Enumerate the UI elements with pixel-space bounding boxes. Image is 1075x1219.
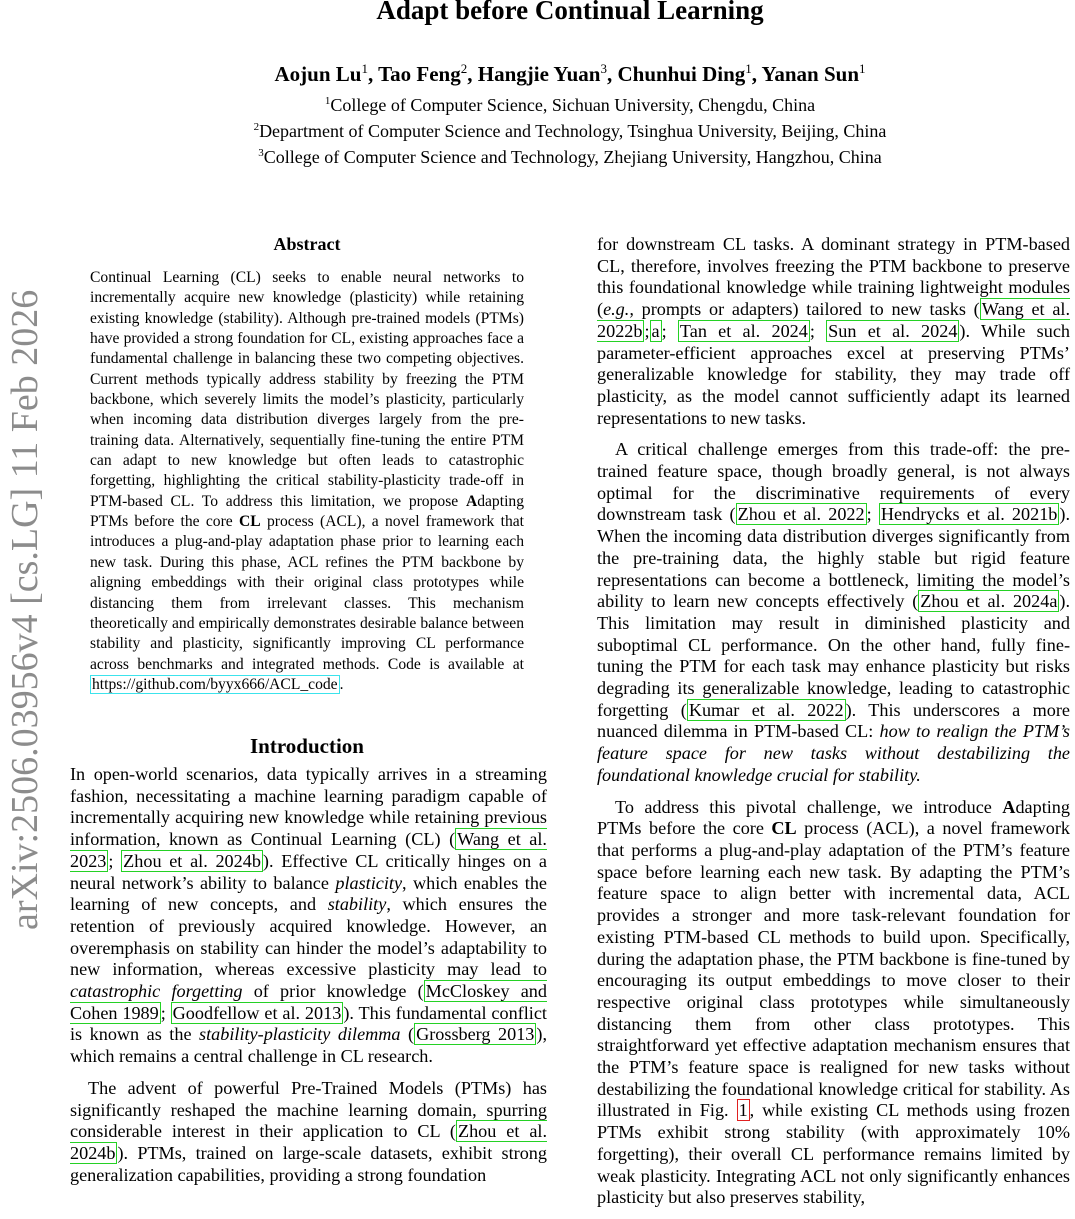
citation-link[interactable]: a xyxy=(651,320,660,341)
author xyxy=(274,62,378,86)
author-affiliation-mark: 1 xyxy=(859,61,866,76)
figure-reference-link[interactable]: 1 xyxy=(738,1100,748,1121)
author xyxy=(762,62,866,86)
citation-separator: ; xyxy=(644,320,650,341)
author-list xyxy=(0,55,1075,88)
right-column xyxy=(597,234,1070,1219)
author-affiliation-mark: 1 xyxy=(745,61,752,76)
intro-paragraph-1 xyxy=(70,764,547,1068)
paragraph-text: prompts or adapters) tailored to new tasks ( xyxy=(633,299,980,320)
paragraph-text: A critical challenge emerges from this trade-off: the pre-trained feature space, though broadly general, is not always optimal for the discriminative requirements of every downstream task ( xyxy=(597,439,1070,525)
author-affiliation-mark: 3 xyxy=(600,61,607,76)
author xyxy=(478,62,618,86)
emphasis-text: catastrophic forgetting xyxy=(70,981,243,1002)
author-name: Chunhui Ding xyxy=(617,62,746,86)
intro-paragraph-4 xyxy=(597,797,1070,1209)
citation-link[interactable]: Wang et al. 2023 xyxy=(70,829,547,871)
affiliation xyxy=(0,90,1075,116)
affiliation-mark: 3 xyxy=(258,147,264,159)
introduction-heading: Introduction xyxy=(250,734,364,758)
author xyxy=(378,62,478,86)
bold-letter: A xyxy=(1002,796,1016,817)
paragraph-text: process (ACL), a novel framework that performs a plug-and-play adaptation of the PTM’s feature space before learning each new task. By adapting the PTM’s feature space to align better with incremental data, ACL provides a stronger and more task-relevant foundation for existing PTM-based CL methods to build upon. Specifically, during the adaptation phase, the PTM backbone is fine-tuned by encouraging its output embeddings to move closer to their respective original class prototypes while simultaneously distancing them from other class prototypes. This straightforward yet effective adaptation mechanism ensures that the PTM’s feature space is realigned for new tasks without destabilizing the foundational knowledge critical for stability. As illustrated in Fig. xyxy=(597,818,1071,1121)
citation-link[interactable]: Goodfellow et al. 2013 xyxy=(172,1002,342,1023)
author-name: Tao Feng xyxy=(378,62,461,86)
paragraph-text: ). PTMs, trained on large-scale datasets, exhibit strong generalization capabilities, providing a strong foundation xyxy=(70,1142,547,1185)
citation-link[interactable]: Wang et al. 2022b xyxy=(597,299,1070,341)
citation-link[interactable]: Grossberg 2013 xyxy=(416,1024,535,1045)
affiliation-text: College of Computer Science, Sichuan University, Chengdu, China xyxy=(330,95,816,115)
abstract-heading: Abstract xyxy=(273,234,341,254)
arxiv-watermark: arXiv:2506.03956v4 [cs.LG] 11 Feb 2026 xyxy=(4,289,46,930)
paragraph-text: ). When the incoming data distribution diverges significantly from the pre-training data, the highly stable but rigid feature representations can become a bottleneck, limiting the model’s ability to learn new concepts effectively ( xyxy=(597,504,1070,612)
emphasis-text: e.g., xyxy=(603,299,634,320)
author-name: Aojun Lu xyxy=(274,62,362,86)
paragraph-text: , which ensures the retention of previously acquired knowledge. However, an overemphasis on stability can hinder the model’s adaptability to new information, whereas excessive plasticity may lead to xyxy=(70,894,547,980)
author-affiliation-mark: 1 xyxy=(361,61,368,76)
affiliation-mark: 1 xyxy=(324,95,331,107)
paragraph-text: , which enables the learning of new concepts, and xyxy=(70,872,547,915)
code-url-link[interactable]: https://github.com/byyx666/ACL_code xyxy=(92,675,338,693)
paragraph-text: The advent of powerful Pre-Trained Models (PTMs) has significantly reshaped the machine learning domain, spurring considerable interest in their application to CL ( xyxy=(70,1077,547,1142)
paragraph-text: of prior knowledge ( xyxy=(242,981,424,1002)
paragraph-text: To address this pivotal challenge, we introduce xyxy=(615,796,1003,817)
abstract-text: process (ACL), a novel framework that introduces a plug-and-play adaptation phase prior to learning each new task. During this phase, ACL refines the PTM backbone by aligning embeddings with their original class prototypes while distancing them from irrelevant classes. This mechanism theoretically and empirically demonstrates desirable balance between stability and plasticity, significantly improving CL performance across benchmarks and integrated methods. Code is available at xyxy=(90,513,524,673)
citation-link[interactable]: Zhou et al. 2024b xyxy=(70,1121,547,1163)
left-column xyxy=(70,764,547,1196)
abstract-text: dapting PTMs before the core xyxy=(90,492,524,531)
abstract-body xyxy=(90,268,524,695)
emphasis-text: plasticity xyxy=(335,872,403,893)
author xyxy=(617,62,761,86)
paragraph-text: ). Effective CL critically hinges on a neural network’s ability to balance xyxy=(70,850,547,893)
bold-letter: CL xyxy=(771,818,797,839)
abstract-bold-letter: A xyxy=(465,492,478,510)
emphasis-text: stability-plasticity dilemma xyxy=(199,1024,401,1045)
citation-separator: ; xyxy=(866,504,879,525)
intro-paragraph-2 xyxy=(70,1078,547,1187)
citation-link[interactable]: Zhou et al. 2024b xyxy=(123,850,261,871)
affiliation-mark: 2 xyxy=(253,121,260,133)
paragraph-text: ). This underscores a more nuanced dilemma in PTM-based CL: xyxy=(597,699,1070,742)
affiliation-text: College of Computer Science and Technology, Zhejiang University, Hangzhou, China xyxy=(263,147,882,167)
paragraph-text: ( xyxy=(400,1024,415,1045)
author-name: Hangjie Yuan xyxy=(477,62,601,86)
citation-separator: ; xyxy=(661,320,678,341)
citation-separator: ; xyxy=(809,320,827,341)
affiliation xyxy=(0,142,1075,168)
paragraph-text: ). This fundamental conflict is known as the xyxy=(70,1002,547,1045)
citation-separator: ; xyxy=(160,1002,171,1023)
abstract-text: Continual Learning (CL) seeks to enable neural networks to incrementally acquire new knowledge (plasticity) while retaining existing knowledge (stability). Although pre-trained models (PTMs) have provided a strong foundation for CL, existing approaches face a fundamental challenge in balancing these two competing objectives. Current methods typically address stability by freezing the PTM backbone, which severely limits the model’s plasticity, particularly when incoming data distribution diverges largely from the pre-training data. Alternatively, sequentially fine-tuning the entire PTM can adapt to new knowledge but often leads to catastrophic forgetting, highlighting the critical stability-plasticity trade-off in PTM-based CL. To address this limitation, we propose xyxy=(90,269,524,510)
paragraph-text: ). While such parameter-efficient approaches excel at preserving PTMs’ generalizable knowledge for stability, they may trade off plasticity, as the model cannot sufficiently adapt its learned representations to new tasks. xyxy=(597,320,1070,428)
intro-paragraph-2-continued xyxy=(597,234,1070,429)
affiliation xyxy=(0,116,1075,142)
author-separator: , xyxy=(367,62,379,86)
paper-title: Adapt before Continual Learning xyxy=(376,0,764,25)
abstract-text: . xyxy=(339,675,344,693)
intro-paragraph-3 xyxy=(597,439,1070,786)
paragraph-text: ). This limitation may result in diminished plasticity and suboptimal CL performance. On the other hand, fully fine-tuning the PTM for each task may enhance plasticity but risks degrading its generalizable knowledge, leading to catastrophic forgetting ( xyxy=(597,591,1070,720)
abstract-bold-letter: CL xyxy=(239,513,261,531)
paragraph-text: , while existing CL methods using frozen PTMs exhibit strong stability (with approximately 10% forgetting), their overall CL performance remains limited by weak plasticity. Integrating ACL not only significantly enhances plasticity but also preserves stability, xyxy=(597,1100,1070,1208)
citation-link[interactable]: Kumar et al. 2022 xyxy=(688,699,844,720)
citation-separator: ; xyxy=(108,850,122,871)
paragraph-text: dapting PTMs before the core xyxy=(597,796,1070,839)
author-separator: , xyxy=(751,62,762,86)
citation-link[interactable]: McCloskey and Cohen 1989 xyxy=(70,981,547,1023)
author-name: Yanan Sun xyxy=(761,62,860,86)
citation-link[interactable]: Zhou et al. 2024a xyxy=(920,591,1058,612)
paragraph-text: In open-world scenarios, data typically arrives in a streaming fashion, necessitating a machine learning paradigm capable of incrementally acquiring new knowledge while retaining previous information, known as Continual Learning (CL) ( xyxy=(70,764,547,850)
author-separator: , xyxy=(467,62,478,86)
emphasis-text: how to realign the PTM’s feature space for new tasks without destabilizing the foundational knowledge crucial for stability. xyxy=(597,721,1070,785)
citation-link[interactable]: Hendrycks et al. 2021b xyxy=(880,504,1058,525)
citation-link[interactable]: Zhou et al. 2022 xyxy=(737,504,865,525)
emphasis-text: stability xyxy=(327,894,387,915)
citation-link[interactable]: Sun et al. 2024 xyxy=(828,320,958,341)
author-separator: , xyxy=(606,62,618,86)
affiliation-text: Department of Computer Science and Technology, Tsinghua University, Beijing, China xyxy=(259,121,887,141)
paragraph-text: ), which remains a central challenge in CL research. xyxy=(70,1024,547,1067)
author-affiliation-mark: 2 xyxy=(460,61,468,76)
citation-link[interactable]: Tan et al. 2024 xyxy=(679,320,808,341)
affiliation-list xyxy=(0,90,1075,168)
paragraph-text: for downstream CL tasks. A dominant strategy in PTM-based CL, therefore, involves freezing the PTM backbone to preserve this foundational knowledge while training lightweight modules ( xyxy=(597,234,1070,320)
